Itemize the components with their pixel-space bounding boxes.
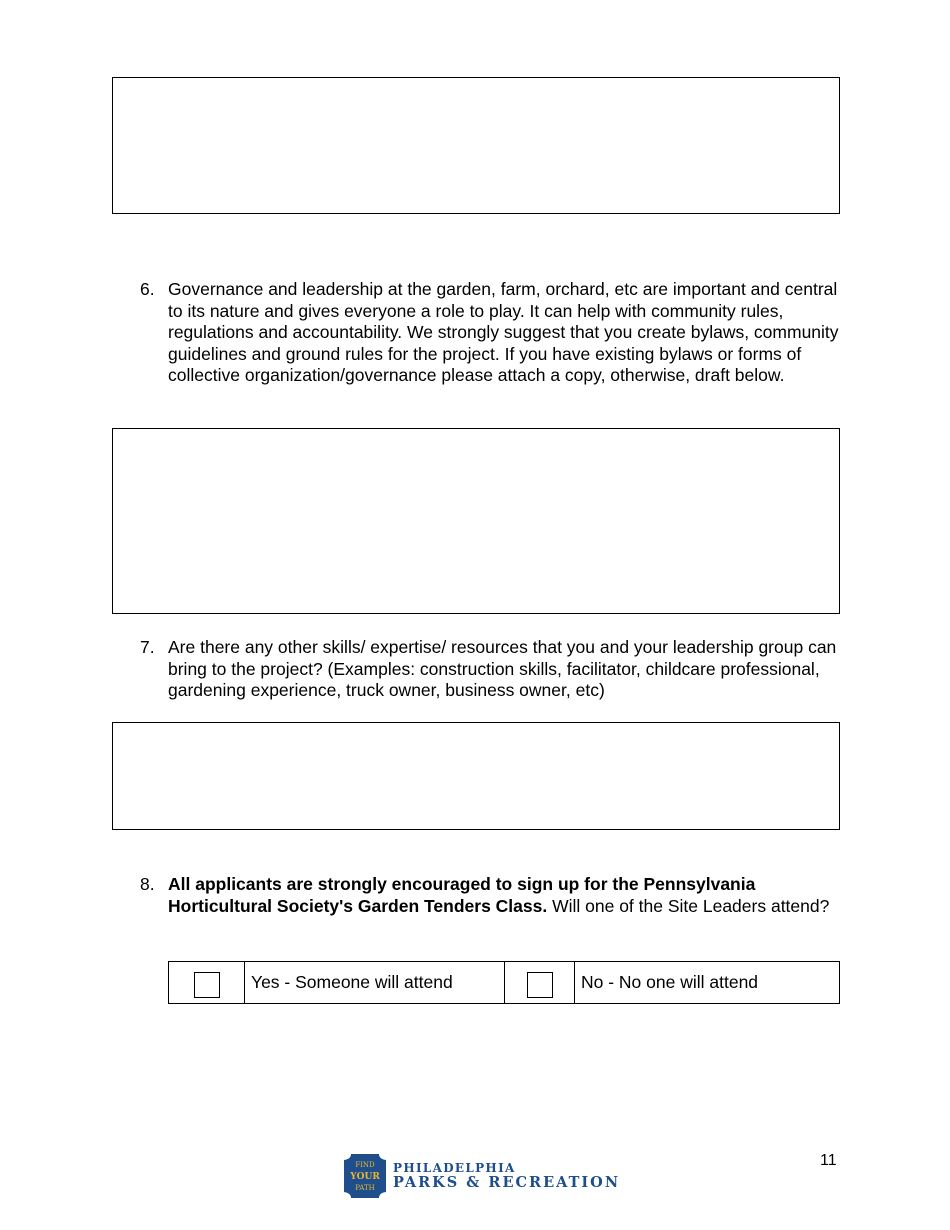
no-checkbox[interactable]: [527, 972, 553, 998]
question-7: [140, 637, 840, 703]
yes-checkbox-cell[interactable]: [169, 962, 244, 1003]
yes-option-label: Yes - Someone will attend: [244, 962, 504, 1003]
question-text: Governance and leadership at the garden, farm, orchard, etc are important and central to its nature and gives everyone a role to play. It can help with community rules, regulations and accountability. We strongly suggest that you create bylaws, community guidelines and ground rules for the project. If you have existing bylaws or forms of collective organization/governance please attach a copy, otherwise, draft below.: [168, 279, 839, 385]
question-8: [140, 874, 840, 940]
question-plain-text: Will one of the Site Leaders attend?: [547, 895, 830, 916]
answer-box-q6[interactable]: [112, 428, 840, 614]
brand-line-1: PHILADELPHIA: [393, 1160, 516, 1175]
footer-logo: [343, 1153, 620, 1199]
no-checkbox-cell[interactable]: [504, 962, 574, 1003]
yes-checkbox[interactable]: [194, 972, 220, 998]
no-option-label: No - No one will attend: [574, 962, 839, 1003]
question-6: [140, 279, 840, 409]
question-text: Are there any other skills/ expertise/ resources that you and your leadership group can bring to the project? (Examples: construction skills, facilitator, childcare professional, gardening experience, truck owner, business owner, etc): [168, 637, 837, 700]
answer-box-q5[interactable]: [112, 77, 840, 214]
brand-line-2: PARKS & RECREATION: [393, 1173, 621, 1191]
brand-name: [393, 1162, 620, 1191]
badge-line-1: FIND: [355, 1161, 375, 1169]
question-bold-text: All applicants are strongly encouraged to sign up for the Pennsylvania Horticultural Society's Garden Tenders Class.: [168, 874, 756, 916]
question-number: 8.: [140, 874, 155, 894]
question-text: [168, 874, 848, 917]
find-your-path-badge-icon: [343, 1153, 387, 1199]
question-number: 6.: [140, 279, 155, 299]
badge-line-2: YOUR: [350, 1172, 380, 1182]
question-number: 7.: [140, 637, 155, 657]
answer-box-q7[interactable]: [112, 722, 840, 830]
badge-line-3: PATH: [355, 1184, 375, 1192]
page-number: 11: [820, 1152, 837, 1169]
attendance-choice-table: [168, 961, 840, 1004]
